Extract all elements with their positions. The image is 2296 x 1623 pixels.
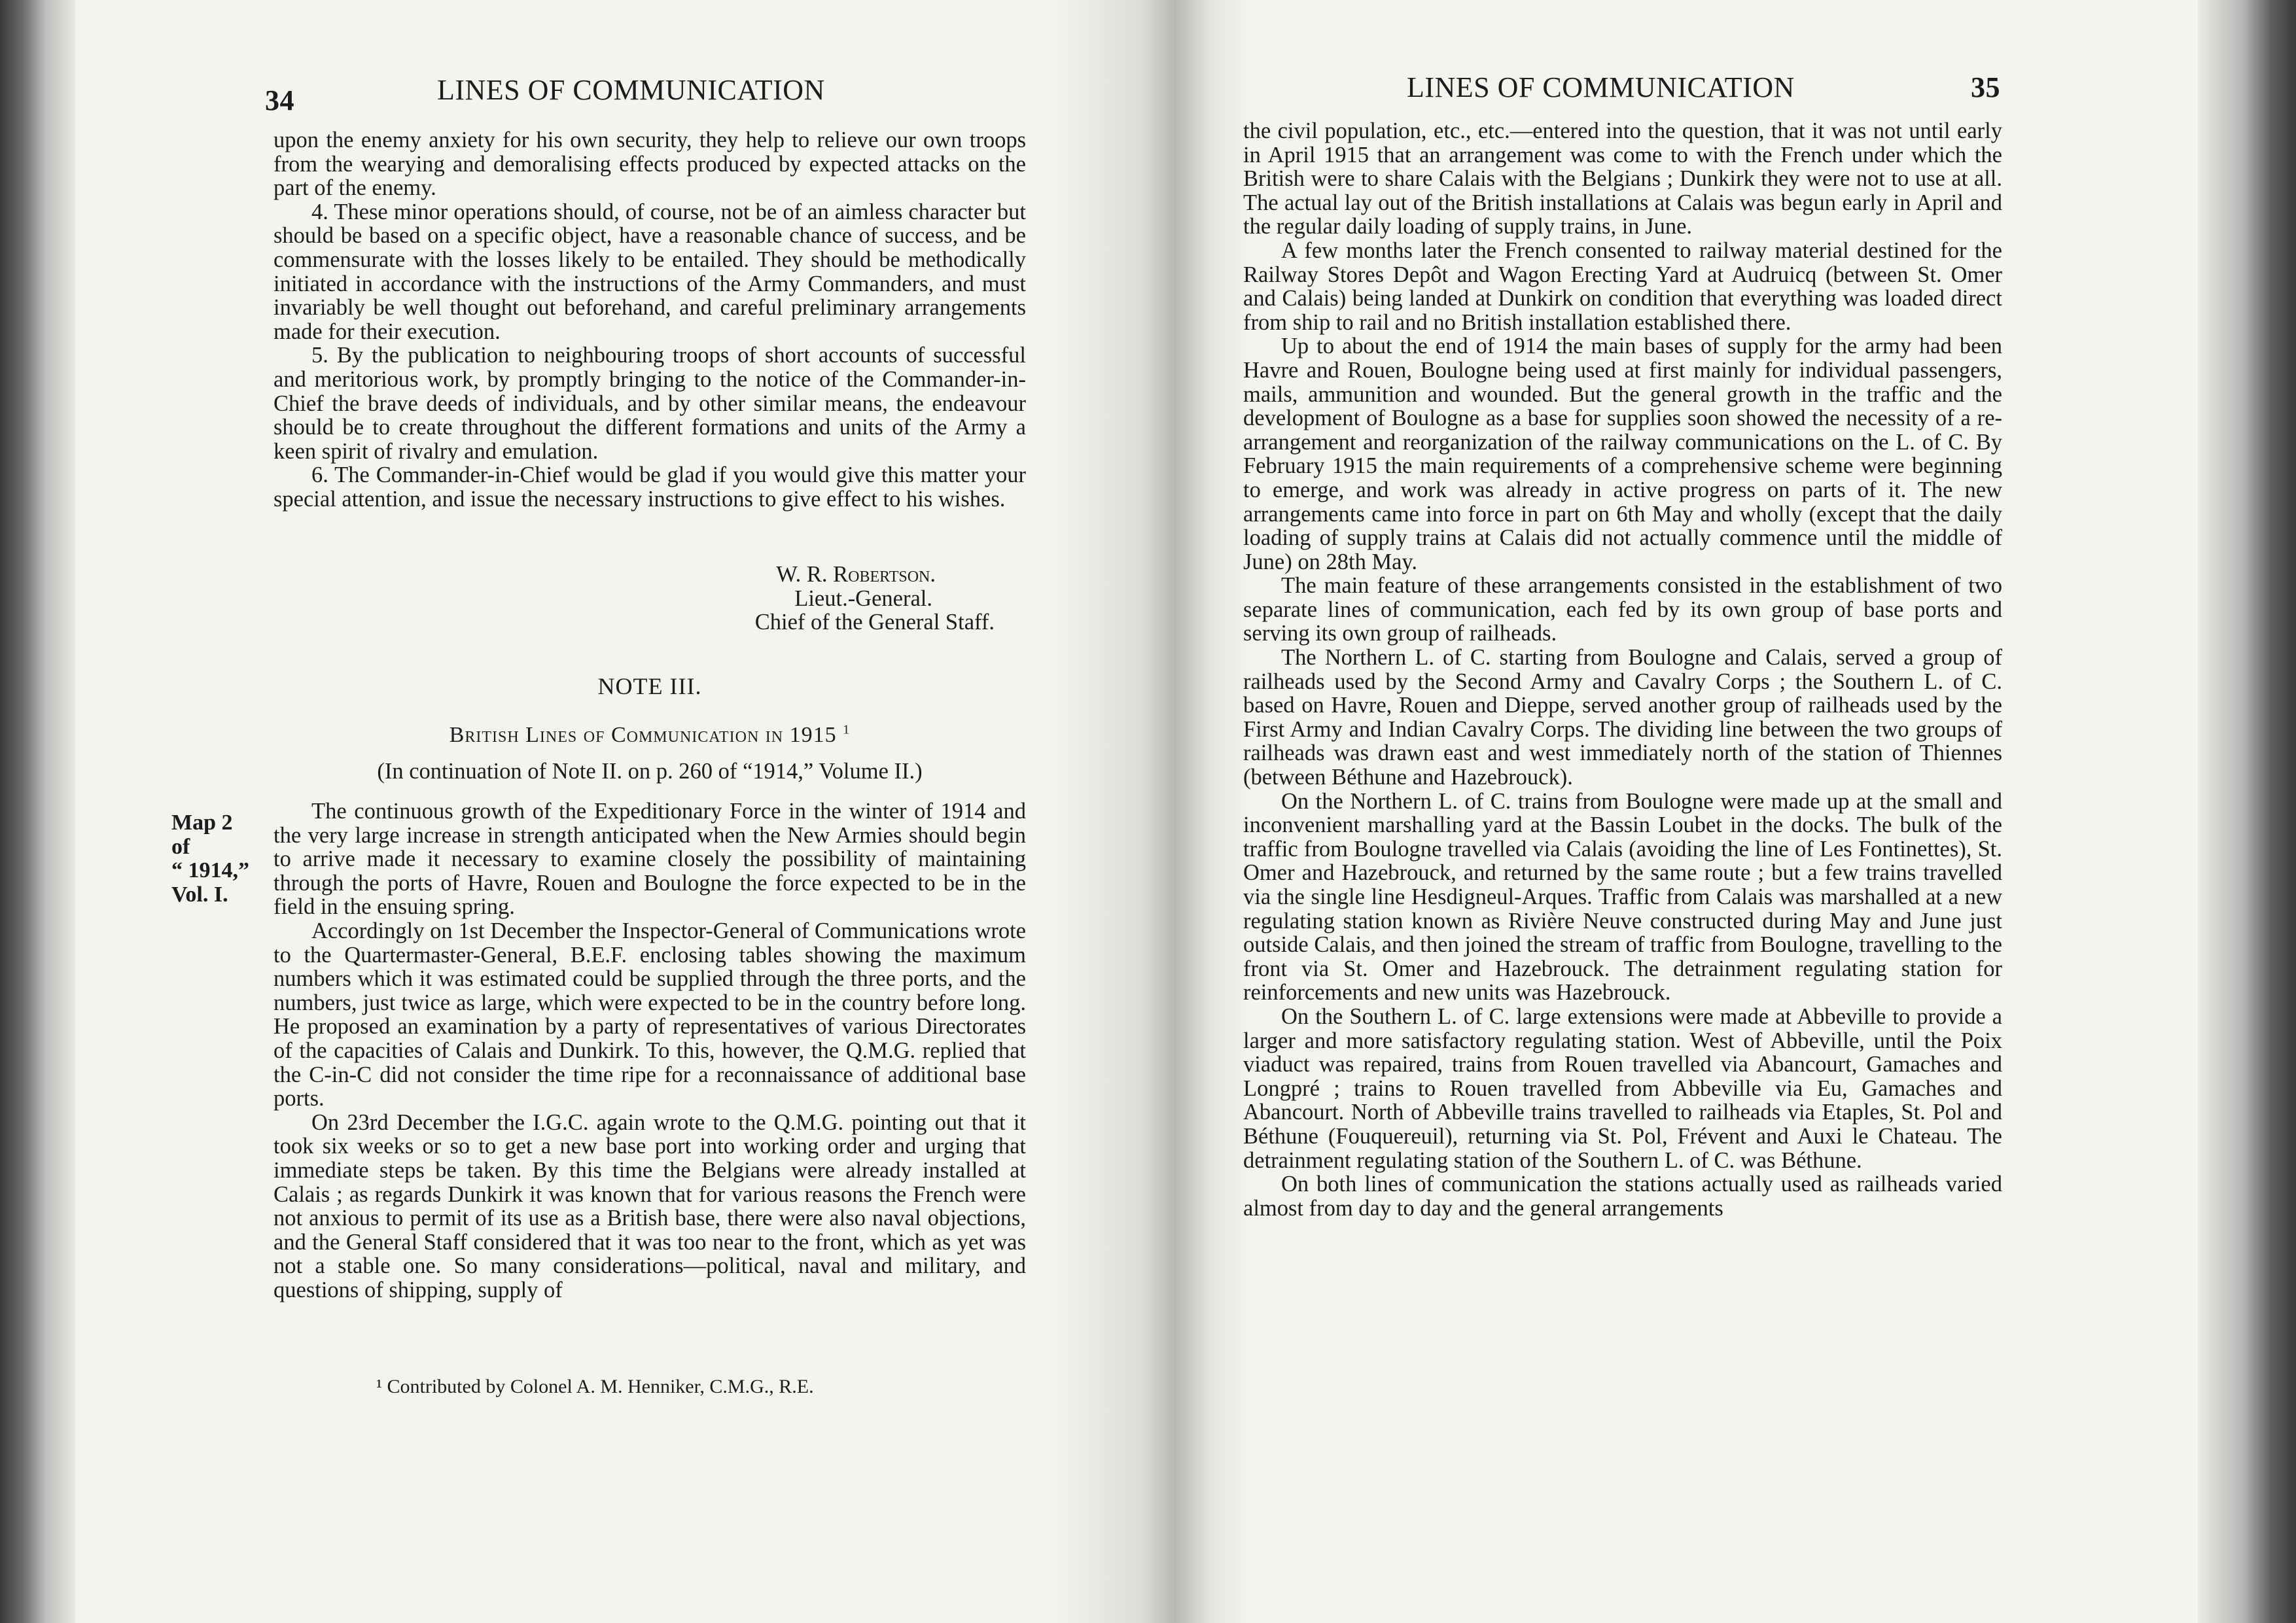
right-paragraph: Up to about the end of 1914 the main bases of supply for the army had been Havre and Rouen, Boulogne being used at first mainly for individual passengers, mails, ammunition and wounded. But the general growth in the traffic and the development of Boulogne as a base for supplies soon showed the necessity of a re-arrangement and reorganization of the railway communications on the L. of C. By February 1915 the main requirements of a comprehensive scheme were beginning to emerge, and work was already in active progress on parts of it. The new arrangements came into force in part on 6th May and wholly (except that the daily loading of supply trains at Calais did not actually commence until the middle of June) on 28th May. [1243, 334, 2002, 574]
left-paragraph: 6. The Commander-in-Chief would be glad if you would give this matter your special attention, and issue the necessary instructions to give effect to his wishes. [274, 462, 1026, 512]
left-paragraph: 4. These minor operations should, of course, not be of an aimless character but should be based on a specific object, have a reasonable chance of success, and be commensurate with the losses likely to be entailed. They should be methodically initiated in accordance with the instructions of the Army Commanders, and must invariably be well thought out beforehand, and careful preliminary arrangements made for their execution. [274, 199, 1026, 344]
right-body-text [1243, 119, 2002, 1220]
note-heading: NOTE III. [597, 673, 702, 699]
left-running-head: LINES OF COMMUNICATION [437, 74, 825, 106]
right-paragraph: On the Southern L. of C. large extensions were made at Abbeville to provide a larger and more satisfactory regulating station. West of Abbeville, until the Poix viaduct was repaired, trains from Rouen travelled via Abancourt, Gamaches and Longpré ; trains to Rouen travelled from Abbeville via Eu, Gamaches and Abancourt. North of Abbeville trains travelled to railheads via Etaples, St. Pol and Béthune (Fouquereuil), returning via St. Pol, Frévent and Auxi le Chateau. The detrainment regulating station of the Southern L. of C. was Béthune. [1243, 1003, 2002, 1173]
margin-ref-line: of [171, 834, 190, 859]
margin-ref-line: Vol. I. [171, 882, 228, 907]
right-paragraph: The main feature of these arrangements consisted in the establishment of two separate lines of communication, each fed by its own group of base ports and serving its own group of railheads. [1243, 573, 2002, 646]
signature-block [589, 563, 995, 635]
signature-rank: Lieut.-General. [794, 585, 932, 611]
note-paragraph: The continuous growth of the Expeditionary Force in the winter of 1914 and the very large increase in strength anticipated when the New Armies should begin to arrive made it necessary to examine closely the possibility of maintaining through the ports of Havre, Rouen and Boulogne the force expected to be in the field in the ensuing spring. [274, 799, 1026, 920]
signature-title: Chief of the General Staff. [754, 610, 995, 635]
note-subheading-text: British Lines of Communication in 1915 [449, 723, 837, 747]
left-page [0, 0, 1112, 1623]
right-paragraph: the civil population, etc., etc.—entered into the question, that it was not until early in April 1915 that an arrangement was come to with the French under which the British were to share Calais with the Belgians ; Dunkirk they were not to use at all. The actual lay out of the British installations at Calais was begun early in April and the regular daily loading of supply trains, in June. [1243, 118, 2002, 239]
note-paragraph: On 23rd December the I.G.C. again wrote to the Q.M.G. pointing out that it took six weeks or so to get a new base port into working order and urging that immediate steps be taken. By this time the Belgians were already installed at Calais ; as regards Dunkirk it was known that for various reasons the French were not anxious to permit of its use as a British base, there were also naval objections, and the General Staff considered that it was too near to the front, which as yet was not a stable one. So many considerations—political, naval and military, and questions of shipping, supply of [274, 1109, 1026, 1302]
signature-name: W. R. Robertson. [776, 562, 936, 587]
left-body-text [274, 128, 1026, 512]
left-paragraph: 5. By the publication to neighbouring troops of short accounts of successful and meritorious work, by promptly bringing to the notice of the Commander-in-Chief the brave deeds of individuals, and by other similar means, the endeavour should be to create throughout the different formations and units of the Army a keen spirit of rivalry and emulation. [274, 343, 1026, 464]
right-running-head: LINES OF COMMUNICATION [1407, 71, 1795, 103]
note-paragraph: Accordingly on 1st December the Inspector-General of Communications wrote to the Quartermaster-General, B.E.F. enclosing tables showing the maximum numbers which it was estimated could be supplied through the three ports, and the numbers, just twice as large, which were expected to be in the country before long. He proposed an examination by a party of representatives of various Directorates of the capacities of Calais and Dunkirk. To this, however, the Q.M.G. replied that the C-in-C did not consider the time ripe for a reconnaissance of additional base ports. [274, 918, 1026, 1111]
margin-ref-line: Map 2 [171, 811, 233, 835]
right-page-number: 35 [1971, 71, 2000, 103]
left-paragraph: upon the enemy anxiety for his own security, they help to relieve our own troops from the wearying and demoralising effects produced by expected attacks on the part of the enemy. [274, 128, 1026, 201]
note-body-text [274, 799, 1026, 1302]
footnote: ¹ Contributed by Colonel A. M. Henniker, C.M.G., R.E. [376, 1376, 814, 1397]
margin-ref-line: “ 1914,” [171, 858, 249, 883]
note-continuation: (In continuation of Note II. on p. 260 of “1914,” Volume II.) [377, 759, 923, 784]
right-page [1178, 0, 2296, 1623]
left-page-number: 34 [265, 84, 294, 116]
right-paragraph: On both lines of communication the stations actually used as railheads varied almost from day to day and the general arrangements [1243, 1172, 2002, 1221]
right-paragraph: A few months later the French consented to railway material destined for the Railway Stores Depôt and Wagon Erecting Yard at Audruicq (between St. Omer and Calais) being landed at Dunkirk on condition that everything was loaded direct from ship to rail and no British installation established there. [1243, 237, 2002, 335]
note-subheading [274, 723, 1026, 748]
right-paragraph: The Northern L. of C. starting from Boulogne and Calais, served a group of railheads used by the Second Army and Cavalry Corps ; the Southern L. of C. based on Havre, Rouen and Dieppe, served another group of railheads used by the First Army and Indian Cavalry Corps. The dividing line between the two groups of railheads was drawn east and west immediately north of the station of Thiennes (between Béthune and Hazebrouck). [1243, 645, 2002, 790]
footnote-mark: 1 [843, 722, 851, 737]
right-paragraph: On the Northern L. of C. trains from Boulogne were made up at the small and inconvenient marshalling yard at the Bassin Loubet in the docks. The bulk of the traffic from Boulogne travelled via Calais (avoiding the line of Les Fontinettes), St. Omer and Hazebrouck, and returned by the same route ; but a few trains travelled via the single line Hesdigneul-Arques. Traffic from Calais was marshalled at a new regulating station known as Rivière Neuve constructed during May and June just outside Calais, and then joined the stream of traffic from Boulogne, travelling to the front via St. Omer and Hazebrouck. The detrainment regulating station for reinforcements and new units was Hazebrouck. [1243, 788, 2002, 1005]
margin-map-reference [171, 811, 249, 907]
